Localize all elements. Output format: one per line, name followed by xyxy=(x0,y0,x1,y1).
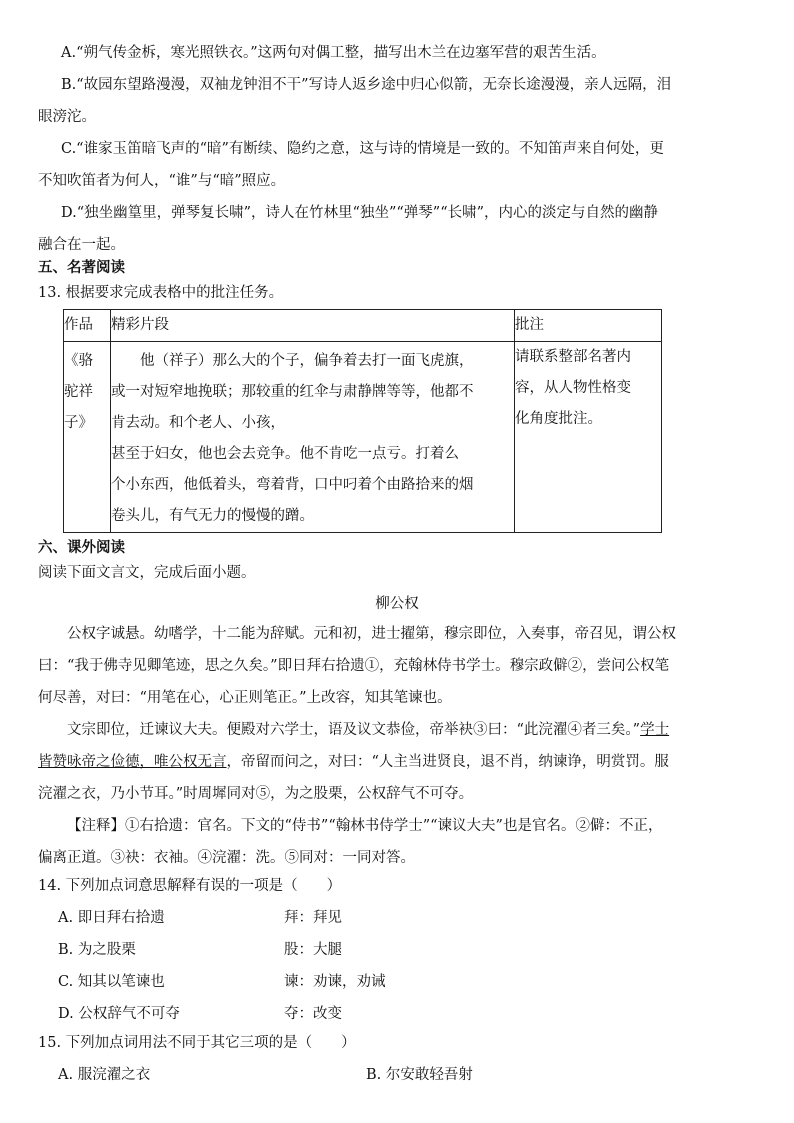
work-cell xyxy=(64,342,111,533)
q15-option-a: A. 服浣濯之衣 xyxy=(58,1067,151,1083)
q14-option-b: B. 为之股栗 xyxy=(58,942,136,958)
q14-option-d-meaning: 夺：改变 xyxy=(284,1006,342,1022)
underlined-sentence: 皆赞咏帝之俭德，唯公权无言 xyxy=(38,754,227,770)
section5-heading: 五、名著阅读 xyxy=(38,260,125,276)
passage-text: 文宗即位，迁谏议大夫。便殿对六学士，语及议文恭俭，帝举袂③曰：“此浣濯④者三矣。” xyxy=(67,722,641,738)
annotation-line: 容，从人物性格变 xyxy=(515,380,631,396)
q15-option-b: B. 尔安敢轻吾射 xyxy=(366,1067,473,1083)
q15-stem: 15. 下列加点词用法不同于其它三项的是（ ） xyxy=(38,1035,356,1051)
annotation-line: 化角度批注。 xyxy=(515,411,602,427)
passage-line: 卷头儿，有气无力的慢慢的蹭。 xyxy=(111,508,314,524)
table-row xyxy=(64,342,662,533)
section6-intro: 阅读下面文言文，完成后面小题。 xyxy=(38,565,256,581)
q12-option-d-cont: 融合在一起。 xyxy=(38,237,125,253)
q14-option-a-meaning: 拜：拜见 xyxy=(284,910,342,926)
header-work: 作品 xyxy=(64,310,111,342)
q14-option-b-meaning: 股：大腿 xyxy=(284,942,342,958)
section6-heading: 六、课外阅读 xyxy=(38,540,125,556)
passage-line: 他（祥子）那么大的个子，偏争着去打一面飞虎旗， xyxy=(111,353,474,369)
q12-option-a: A.“朔气传金柝，寒光照铁衣。”这两句对偶工整，描写出木兰在边塞军营的艰苦生活。 xyxy=(61,45,606,61)
work-line: 子》 xyxy=(64,415,93,431)
work-line: 《骆 xyxy=(64,353,93,369)
q12-option-b-cont: 眼滂沱。 xyxy=(38,109,96,125)
q13-stem: 13. 根据要求完成表格中的批注任务。 xyxy=(38,285,284,301)
notes-line: 偏离正道。③袂：衣袖。④浣濯：洗。⑤同对：一同对答。 xyxy=(38,850,415,866)
passage-p1-line: 曰：“我于佛寺见卿笔迹，思之久矣。”即日拜右拾遗①，充翰林侍书学士。穆宗政僻②，尝问公权笔 xyxy=(38,658,670,674)
q14-stem: 14. 下列加点词意思解释有误的一项是（ ） xyxy=(38,878,342,894)
q14-option-d: D. 公权辞气不可夺 xyxy=(58,1006,180,1022)
table-header-row xyxy=(64,310,662,342)
passage-cell xyxy=(111,342,515,533)
passage-line: 肯去动。和个老人、小孩， xyxy=(111,415,285,431)
passage-p1-line: 公权字诚悬。幼嗜学，十二能为辞赋。元和初，进士擢第，穆宗即位，入奏事，帝召见，谓公权 xyxy=(67,626,676,642)
q13-table xyxy=(63,309,662,533)
q14-option-c-meaning: 谏：劝谏，劝诫 xyxy=(284,974,386,990)
passage-line: 甚至于妇女，他也会去竞争。他不肯吃一点亏。打着么 xyxy=(111,446,459,462)
q12-option-c: C.“谁家玉笛暗飞声的“暗”有断续、隐约之意，这与诗的情境是一致的。不知笛声来自何处，更 xyxy=(61,141,664,157)
header-annotation: 批注 xyxy=(515,310,662,342)
notes-line: 【注释】①右拾遗：官名。下文的“侍书”“翰林书侍学士”“谏议大夫”也是官名。②僻：不正， xyxy=(67,818,663,834)
passage-text: ，帝留而问之，对曰：“人主当进贤良，退不肖，纳谏诤，明赏罚。服 xyxy=(226,754,669,770)
q12-option-b: B.“故园东望路漫漫，双袖龙钟泪不干”写诗人返乡途中归心似箭，无奈长途漫漫，亲人远隔，泪 xyxy=(61,77,672,93)
passage-title: 柳公权 xyxy=(375,596,419,612)
q12-option-c-cont: 不知吹笛者为何人，“谁”与“暗”照应。 xyxy=(38,173,286,189)
work-line: 驼祥 xyxy=(64,384,93,400)
q14-option-c: C. 知其以笔谏也 xyxy=(58,974,165,990)
passage-line: 个小东西，他低着头，弯着背，口中叼着个由路拾来的烟 xyxy=(111,477,474,493)
passage-p2-line xyxy=(67,720,669,740)
underlined-sentence: 学士 xyxy=(640,722,670,738)
q12-option-d: D.“独坐幽篁里，弹琴复长啸”，诗人在竹林里“独坐”“弹琴”“长啸”，内心的淡定与自然的幽静 xyxy=(61,205,659,221)
passage-line: 或一对短窄地挽联；那较重的红伞与肃静牌等等，他都不 xyxy=(111,384,474,400)
annotation-line: 请联系整部名著内 xyxy=(515,349,631,365)
q14-option-a: A. 即日拜右拾遗 xyxy=(58,910,165,926)
passage-p1-line: 何尽善，对曰：“用笔在心，心正则笔正。”上改容，知其笔谏也。 xyxy=(38,690,452,706)
passage-p2-line: 浣濯之衣，乃小节耳。”时周墀同对⑤，为之股栗，公权辞气不可夺。 xyxy=(38,786,474,802)
header-passage: 精彩片段 xyxy=(111,310,515,342)
annotation-cell xyxy=(515,342,662,533)
passage-p2-line xyxy=(38,752,669,772)
